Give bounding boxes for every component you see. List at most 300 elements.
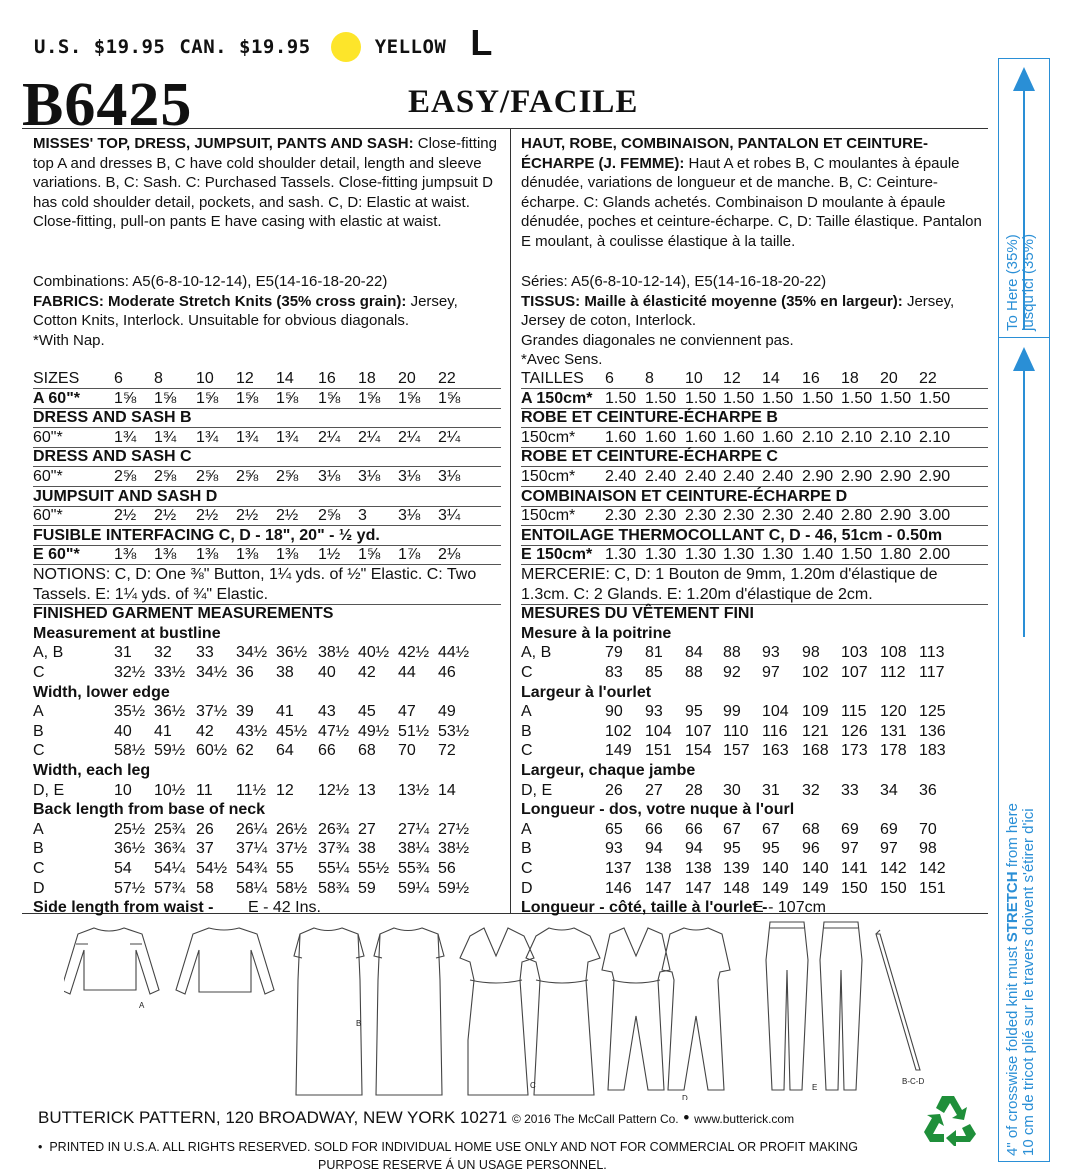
row-label: A bbox=[521, 820, 532, 838]
yardage-heading bbox=[33, 448, 501, 467]
measurement-value: 136 bbox=[919, 722, 946, 740]
yardage-row bbox=[33, 468, 501, 487]
description-en-title: MISSES' TOP, DRESS, JUMPSUIT, PANTS AND SASH: bbox=[33, 135, 414, 152]
yardage-value: 2.30 bbox=[762, 507, 794, 525]
yardage-value: 2.10 bbox=[841, 428, 873, 446]
measurement-value: 178 bbox=[880, 742, 907, 760]
sizes-label: SIZES bbox=[33, 370, 80, 387]
yardage-row bbox=[521, 468, 988, 487]
yardage-value: 2.90 bbox=[880, 468, 912, 485]
row-label: D, E bbox=[521, 781, 553, 799]
header-divider bbox=[22, 128, 988, 129]
measurement-value: 32 bbox=[154, 644, 172, 662]
measurement-row bbox=[521, 840, 988, 859]
measurement-value: 13 bbox=[358, 781, 376, 799]
measurement-value: 99 bbox=[723, 703, 741, 721]
yardage-label: JUMPSUIT AND SASH D bbox=[33, 487, 218, 505]
yardage-value: 2.40 bbox=[802, 507, 834, 525]
measurement-value: 163 bbox=[762, 742, 789, 760]
measurements-title: FINISHED GARMENT MEASUREMENTS bbox=[33, 605, 334, 623]
yardage-value: 2.40 bbox=[723, 468, 755, 485]
column-divider bbox=[510, 128, 511, 913]
yardage-value: 1¾ bbox=[114, 428, 137, 446]
measurement-value: 59¼ bbox=[398, 879, 430, 897]
measurement-value: 112 bbox=[880, 664, 906, 681]
measurement-row bbox=[33, 644, 501, 663]
yardage-value: 1⅝ bbox=[236, 389, 259, 407]
yardage-value: 1.50 bbox=[723, 389, 755, 407]
yardage-value: 2.30 bbox=[723, 507, 755, 525]
row-label: D, E bbox=[33, 781, 65, 799]
bullet-icon: • bbox=[683, 1108, 690, 1127]
measurement-value: 140 bbox=[802, 860, 829, 877]
yardage-value: 2.30 bbox=[605, 507, 637, 525]
illustration-b bbox=[294, 928, 444, 1095]
measurement-value: 12½ bbox=[318, 781, 350, 799]
notions-text: NOTIONS: C, D: One ⅜" Button, 1¼ yds. of ½" Elastic. C: Two bbox=[33, 566, 477, 583]
notions-text: 1.3cm. C: 2 Glands. E: 1.20m d'élastique de 2cm. bbox=[521, 585, 873, 603]
yardage-label: A 60"* bbox=[33, 389, 81, 407]
sizes-label: TAILLES bbox=[521, 370, 584, 387]
section-title: Width, lower edge bbox=[33, 683, 170, 701]
measurement-value: 173 bbox=[841, 742, 868, 760]
yardage-value: 1⅝ bbox=[398, 389, 421, 407]
footer-address bbox=[38, 1108, 794, 1128]
yardage-row bbox=[521, 507, 988, 526]
measurement-row bbox=[521, 664, 988, 683]
yardage-value: 2¼ bbox=[318, 428, 341, 446]
measurement-value: 11½ bbox=[236, 781, 266, 799]
measurement-value: 14 bbox=[438, 781, 456, 799]
yardage-value: 3⅛ bbox=[398, 507, 421, 525]
description-fr bbox=[521, 134, 988, 252]
illustration-e bbox=[766, 922, 862, 1090]
size-header: 12 bbox=[236, 370, 254, 387]
measurement-value: 36½ bbox=[276, 644, 308, 662]
yardage-label: 150cm* bbox=[521, 428, 576, 446]
label-e: E bbox=[812, 1083, 818, 1092]
yardage-value: 2⅝ bbox=[276, 468, 299, 485]
measurement-value: 98 bbox=[802, 644, 820, 662]
yardage-value: 2⅝ bbox=[154, 468, 177, 485]
measurement-value: 49½ bbox=[358, 722, 390, 740]
yardage-value: 1.60 bbox=[762, 428, 794, 446]
measurement-value: 126 bbox=[841, 722, 868, 740]
measurement-value: 146 bbox=[605, 879, 632, 897]
measurement-value: 95 bbox=[685, 703, 703, 721]
yardage-value: 2½ bbox=[154, 507, 177, 525]
notions-line-2-fr bbox=[521, 586, 988, 605]
yardage-value: 1.30 bbox=[605, 546, 637, 564]
measurement-value: 37¼ bbox=[236, 840, 268, 858]
yardage-value: 2.30 bbox=[645, 507, 677, 525]
measurement-value: 54 bbox=[114, 860, 132, 877]
description-en-body: Close-fitting top A and dresses B, C have cold shoulder detail, length and sleeve variations. B, C: Sash. C: Purchased Tassels. Close-fitting jumpsuit D has cold shoulder detail, pockets, and sash. C, D: Elastic at waist. Close-fitting, pull-on pants E have casing with elastic at waist. bbox=[33, 135, 497, 231]
yardage-value: 2½ bbox=[196, 507, 219, 525]
row-label: B bbox=[33, 722, 44, 740]
measurement-value: 139 bbox=[723, 860, 750, 877]
ruler-bottom-fr: 10 cm de tricot plié sur le travers doivent s'étirer d'ici bbox=[1020, 808, 1037, 1156]
measurement-value: 137 bbox=[605, 860, 632, 877]
measurement-value: 26½ bbox=[276, 820, 308, 838]
ruler-top-en: To Here (35%) bbox=[1004, 234, 1021, 331]
yardage-label: ROBE ET CEINTURE-ÉCHARPE C bbox=[521, 448, 778, 466]
yardage-value: 1.50 bbox=[880, 389, 912, 407]
yardage-value: 3 bbox=[358, 507, 367, 525]
measurement-value: 38 bbox=[276, 664, 294, 681]
measurement-section-title bbox=[521, 684, 988, 703]
measurement-value: 115 bbox=[841, 703, 867, 721]
footer-rights-text: PRINTED IN U.S.A. ALL RIGHTS RESERVED. SOLD FOR INDIVIDUAL HOME USE ONLY AND NOT FOR COMMERCIAL OR PROFIT MAKING bbox=[49, 1140, 859, 1154]
measurement-value: 25¾ bbox=[154, 820, 186, 838]
measurement-row bbox=[33, 782, 501, 801]
yardage-label: 150cm* bbox=[521, 468, 576, 485]
measurement-value: 70 bbox=[919, 820, 937, 838]
yardage-value: 2¼ bbox=[358, 428, 381, 446]
yardage-label: COMBINAISON ET CEINTURE-ÉCHARPE D bbox=[521, 487, 848, 505]
measurement-value: 51½ bbox=[398, 722, 430, 740]
measurement-value: 40 bbox=[114, 722, 132, 740]
yardage-value: 1.50 bbox=[841, 389, 873, 407]
yardage-value: 2⅝ bbox=[114, 468, 137, 485]
measurement-value: 149 bbox=[802, 879, 829, 897]
row-label: A, B bbox=[521, 644, 552, 662]
measurement-value: 56 bbox=[438, 860, 456, 877]
yardage-value: 1.50 bbox=[841, 546, 873, 564]
measurement-value: 142 bbox=[880, 860, 907, 877]
fabrics-fr-body: Jersey, Jersey de coton, Interlock. bbox=[521, 292, 955, 330]
measurement-row bbox=[33, 723, 501, 742]
size-header: 14 bbox=[276, 370, 294, 387]
fabrics-en-body: Jersey, Cotton Knits, Interlock. Unsuitable for obvious diagonals. bbox=[33, 292, 458, 330]
illustration-a-back bbox=[176, 928, 274, 994]
row-label: A bbox=[521, 703, 532, 721]
measurement-value: 154 bbox=[685, 742, 712, 760]
size-header: 20 bbox=[880, 370, 898, 387]
yardage-value: 1⅜ bbox=[154, 546, 177, 564]
measurement-value: 140 bbox=[762, 860, 789, 877]
measurement-value: 41 bbox=[154, 722, 172, 740]
size-header: 6 bbox=[114, 370, 123, 387]
yardage-value: 3.00 bbox=[919, 507, 951, 525]
row-label: D bbox=[33, 879, 45, 897]
side-length-value: E - 107cm bbox=[753, 899, 826, 917]
fabrics-fr-title: TISSUS: Maille à élasticité moyenne (35% en largeur): bbox=[521, 292, 903, 310]
measurement-value: 93 bbox=[605, 840, 623, 858]
yardage-value: 1⅝ bbox=[196, 389, 219, 407]
section-title: Largeur, chaque jambe bbox=[521, 762, 696, 779]
yardage-value: 2.40 bbox=[605, 468, 637, 485]
yardage-value: 2.10 bbox=[802, 428, 834, 446]
yardage-value: 1.40 bbox=[802, 546, 834, 564]
yardage-value: 2.10 bbox=[880, 428, 912, 446]
measurement-value: 55¾ bbox=[398, 860, 430, 877]
measurement-value: 27 bbox=[358, 820, 376, 838]
measurement-value: 26¼ bbox=[236, 820, 268, 838]
section-title: Mesure à la poitrine bbox=[521, 624, 672, 642]
yardage-value: 1¾ bbox=[236, 428, 259, 446]
measurement-value: 138 bbox=[645, 860, 672, 877]
measurement-value: 58 bbox=[196, 879, 214, 897]
yardage-value: 3¼ bbox=[438, 507, 461, 525]
notions-text: Tassels. E: 1¼ yds. of ¾" Elastic. bbox=[33, 585, 269, 603]
measurement-row bbox=[33, 742, 501, 761]
row-label: B bbox=[521, 722, 532, 740]
section-title: Back length from base of neck bbox=[33, 801, 266, 819]
measurement-value: 97 bbox=[880, 840, 898, 858]
measurement-row bbox=[33, 840, 501, 859]
measurement-section-title bbox=[33, 625, 501, 644]
footer-website[interactable]: www.butterick.com bbox=[694, 1112, 795, 1126]
yardage-value: 1⅝ bbox=[358, 389, 381, 407]
description-fr-title: HAUT, ROBE, COMBINAISON, PANTALON ET CEINTURE-ÉCHARPE (J. FEMME): bbox=[521, 135, 928, 172]
yardage-heading bbox=[33, 527, 501, 546]
yardage-value: 1.30 bbox=[685, 546, 717, 564]
yardage-value: 1.30 bbox=[762, 546, 794, 564]
measurement-value: 131 bbox=[880, 722, 907, 740]
yardage-value: 2⅝ bbox=[196, 468, 219, 485]
measurement-value: 62 bbox=[236, 742, 254, 760]
measurement-value: 116 bbox=[762, 722, 788, 740]
yardage-value: 2.00 bbox=[919, 546, 951, 564]
measurement-value: 34 bbox=[880, 781, 898, 799]
combinations-en: Combinations: A5(6-8-10-12-14), E5(14-16-18-20-22) bbox=[33, 273, 388, 290]
measurement-value: 64 bbox=[276, 742, 294, 760]
illustration-a bbox=[64, 928, 159, 994]
measurement-value: 150 bbox=[841, 879, 868, 897]
yardage-value: 2.40 bbox=[685, 468, 717, 485]
measurement-section-title bbox=[33, 801, 501, 820]
garment-illustrations bbox=[64, 920, 934, 1100]
yardage-value: 1⅞ bbox=[398, 546, 421, 564]
measurement-row bbox=[521, 880, 988, 899]
measurement-value: 47½ bbox=[318, 722, 350, 740]
measurement-value: 37 bbox=[196, 840, 214, 858]
yardage-value: 1.80 bbox=[880, 546, 912, 564]
label-d: D bbox=[682, 1094, 688, 1100]
measurement-row bbox=[521, 723, 988, 742]
can-price: CAN. $19.95 bbox=[179, 36, 311, 58]
measurement-value: 25½ bbox=[114, 820, 146, 838]
yardage-value: 1.30 bbox=[645, 546, 677, 564]
measurement-value: 157 bbox=[723, 742, 750, 760]
measurement-value: 109 bbox=[802, 703, 829, 721]
yardage-label: 60"* bbox=[33, 507, 63, 525]
row-label: C bbox=[33, 860, 45, 877]
side-length-title: Side length from waist - bbox=[33, 899, 214, 917]
measurement-value: 54½ bbox=[196, 860, 228, 877]
yardage-value: 2½ bbox=[114, 507, 137, 525]
yardage-label: 60"* bbox=[33, 468, 63, 485]
yardage-value: 1.50 bbox=[645, 389, 677, 407]
yardage-value: 3⅛ bbox=[358, 468, 381, 485]
yardage-heading bbox=[33, 409, 501, 428]
yardage-value: 2⅝ bbox=[318, 507, 341, 525]
measurement-row bbox=[33, 860, 501, 879]
measurement-value: 54¾ bbox=[236, 860, 268, 877]
section-title: Measurement at bustline bbox=[33, 624, 221, 642]
yardage-value: 1.60 bbox=[645, 428, 677, 446]
fabrics-fr-body2: Grandes diagonales ne conviennent pas. bbox=[521, 331, 794, 349]
color-word: YELLOW bbox=[374, 36, 447, 58]
size-header: 18 bbox=[358, 370, 376, 387]
measurement-row bbox=[521, 821, 988, 840]
measurement-value: 42 bbox=[358, 664, 376, 681]
measurement-value: 43½ bbox=[236, 722, 268, 740]
measurement-value: 113 bbox=[919, 644, 945, 662]
measurement-value: 88 bbox=[685, 664, 703, 681]
measurement-value: 44 bbox=[398, 664, 416, 681]
notions-line-2-en bbox=[33, 586, 501, 605]
yardage-value: 1¾ bbox=[154, 428, 177, 446]
yardage-value: 2.90 bbox=[880, 507, 912, 525]
measurement-value: 141 bbox=[841, 860, 868, 877]
measurement-value: 38½ bbox=[438, 840, 470, 858]
yardage-label: FUSIBLE INTERFACING C, D - 18", 20" - ½ yd. bbox=[33, 526, 380, 544]
yardage-row bbox=[521, 429, 988, 448]
measurement-value: 65 bbox=[605, 820, 623, 838]
measurement-value: 45 bbox=[358, 703, 376, 721]
yardage-value: 1⅝ bbox=[358, 546, 381, 564]
measurement-value: 10½ bbox=[154, 781, 186, 799]
measurement-value: 103 bbox=[841, 644, 868, 662]
yardage-value: 2½ bbox=[236, 507, 259, 525]
measurement-value: 27 bbox=[645, 781, 663, 799]
measurement-value: 117 bbox=[919, 664, 945, 681]
size-header: 14 bbox=[762, 370, 780, 387]
yardage-value: 1.60 bbox=[605, 428, 637, 446]
yardage-value: 2.80 bbox=[841, 507, 873, 525]
measurement-value: 37½ bbox=[196, 703, 228, 721]
measurement-value: 69 bbox=[841, 820, 859, 838]
measurement-value: 55 bbox=[276, 860, 294, 877]
footer-copyright: © 2016 The McCall Pattern Co. bbox=[511, 1112, 679, 1126]
measurement-value: 47 bbox=[398, 703, 416, 721]
yardage-value: 3⅛ bbox=[438, 468, 461, 485]
row-label: D bbox=[521, 879, 533, 897]
yardage-value: 1⅜ bbox=[276, 546, 299, 564]
measurement-value: 58½ bbox=[114, 742, 146, 760]
size-header: 10 bbox=[196, 370, 214, 387]
row-label: A bbox=[33, 820, 44, 838]
fabrics-en-nap: *With Nap. bbox=[33, 331, 105, 349]
measurement-value: 98 bbox=[919, 840, 937, 858]
measurement-value: 27¼ bbox=[398, 820, 430, 838]
ruler-bottom-en-a: 4" of crosswise folded knit must bbox=[1004, 942, 1021, 1156]
measurements-title: MESURES DU VÊTEMENT FINI bbox=[521, 605, 754, 623]
measurement-section-title bbox=[521, 801, 988, 820]
notions-text: MERCERIE: C, D: 1 Bouton de 9mm, 1.20m d'élastique de bbox=[521, 566, 938, 583]
side-length-title: Longueur - côté, taille à l'ourlet - bbox=[521, 899, 768, 917]
sizes-row-en bbox=[33, 370, 501, 389]
measurement-value: 33½ bbox=[154, 664, 186, 681]
measurement-value: 26 bbox=[196, 820, 214, 838]
measurement-value: 39 bbox=[236, 703, 254, 721]
measurement-value: 125 bbox=[919, 703, 946, 721]
yardage-value: 1.50 bbox=[762, 389, 794, 407]
yardage-value: 1½ bbox=[318, 546, 341, 564]
yellow-dot-icon bbox=[331, 32, 361, 62]
measurement-value: 68 bbox=[358, 742, 376, 760]
yardage-value: 1⅝ bbox=[438, 389, 461, 407]
measurement-value: 53½ bbox=[438, 722, 470, 740]
size-letter: L bbox=[470, 22, 493, 63]
measurement-value: 55¼ bbox=[318, 860, 350, 877]
pattern-number: B6425 bbox=[22, 71, 193, 139]
measurement-value: 95 bbox=[723, 840, 741, 858]
measurement-value: 49 bbox=[438, 703, 456, 721]
ruler-bottom-en-c: from here bbox=[1004, 803, 1021, 872]
measurement-value: 93 bbox=[645, 703, 663, 721]
yardage-label: ROBE ET CEINTURE-ÉCHARPE B bbox=[521, 409, 778, 427]
section-title: Largeur à l'ourlet bbox=[521, 683, 652, 701]
fabrics-en-title: FABRICS: Moderate Stretch Knits (35% cross grain): bbox=[33, 292, 407, 310]
measurement-value: 41 bbox=[276, 703, 294, 721]
measurement-value: 85 bbox=[645, 664, 663, 681]
measurement-value: 138 bbox=[685, 860, 712, 877]
row-label: C bbox=[521, 742, 533, 760]
measurement-row bbox=[521, 644, 988, 663]
yardage-label: E 60"* bbox=[33, 546, 80, 564]
row-label: A bbox=[33, 703, 44, 721]
row-label: C bbox=[521, 860, 533, 877]
measurement-value: 55½ bbox=[358, 860, 390, 877]
measurement-value: 36½ bbox=[114, 840, 146, 858]
difficulty-label: EASY/FACILE bbox=[408, 84, 639, 120]
arrow-up-icon-2 bbox=[1011, 345, 1037, 645]
measurement-value: 149 bbox=[762, 879, 789, 897]
yardage-row bbox=[33, 507, 501, 526]
fabrics-en bbox=[33, 272, 501, 350]
measurement-section-title bbox=[521, 625, 988, 644]
row-label: B bbox=[521, 840, 532, 858]
yardage-heading bbox=[521, 409, 988, 428]
fabrics-fr-nap: *Avec Sens. bbox=[521, 351, 603, 369]
yardage-value: 1.60 bbox=[685, 428, 717, 446]
measurement-value: 31 bbox=[762, 781, 780, 799]
measurement-row bbox=[33, 880, 501, 899]
measurement-value: 37½ bbox=[276, 840, 308, 858]
measurement-row bbox=[33, 664, 501, 683]
row-label: A, B bbox=[33, 644, 64, 662]
row-label: C bbox=[33, 664, 45, 681]
label-a: A bbox=[139, 1001, 145, 1010]
measurement-value: 57½ bbox=[114, 879, 146, 897]
label-bcd: B-C-D bbox=[902, 1077, 925, 1086]
measurement-value: 30 bbox=[723, 781, 741, 799]
us-price: U.S. $19.95 bbox=[34, 36, 166, 58]
measurement-value: 102 bbox=[605, 722, 632, 740]
measurement-value: 150 bbox=[880, 879, 907, 897]
measurement-value: 36 bbox=[236, 664, 254, 681]
row-label: C bbox=[521, 664, 533, 681]
yardage-value: 1⅝ bbox=[318, 389, 341, 407]
yardage-row bbox=[33, 546, 501, 565]
section-title: Width, each leg bbox=[33, 762, 151, 779]
yardage-label: E 150cm* bbox=[521, 546, 593, 564]
measurement-value: 90 bbox=[605, 703, 623, 721]
measurement-value: 94 bbox=[645, 840, 663, 858]
measurement-value: 44½ bbox=[438, 644, 470, 662]
measurement-value: 151 bbox=[919, 879, 946, 897]
yardage-value: 2¼ bbox=[438, 428, 461, 446]
yardage-value: 2.30 bbox=[685, 507, 717, 525]
yardage-label: A 150cm* bbox=[521, 389, 593, 407]
measurement-value: 107 bbox=[841, 664, 868, 681]
yardage-label: 60"* bbox=[33, 428, 63, 446]
measurement-value: 38½ bbox=[318, 644, 350, 662]
measurement-value: 42 bbox=[196, 722, 214, 740]
